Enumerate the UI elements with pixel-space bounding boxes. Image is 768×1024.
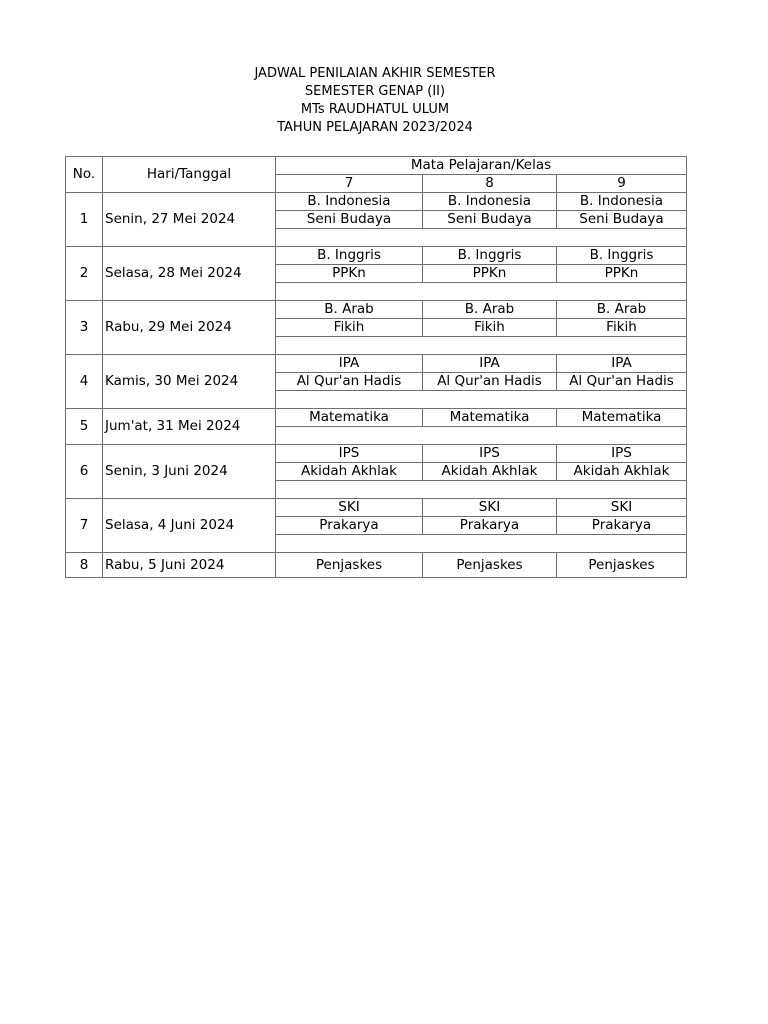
subject-cell: B. Indonesia <box>423 193 557 211</box>
empty-cell <box>276 337 687 355</box>
header-class-8: 8 <box>423 175 557 193</box>
title-line-4: TAHUN PELAJARAN 2023/2024 <box>277 120 473 135</box>
table-row <box>66 553 687 578</box>
subject-cell: Prakarya <box>423 517 557 535</box>
empty-cell <box>276 229 687 247</box>
empty-cell <box>276 481 687 499</box>
row-number: 7 <box>66 499 103 553</box>
subject-cell: B. Arab <box>276 301 423 319</box>
subject-cell: Prakarya <box>557 517 687 535</box>
subject-cell: Matematika <box>557 409 687 427</box>
subject-cell: PPKn <box>276 265 423 283</box>
table-row <box>66 445 687 463</box>
subject-cell: IPA <box>276 355 423 373</box>
subject-cell: PPKn <box>557 265 687 283</box>
subject-cell: Prakarya <box>276 517 423 535</box>
subject-cell: Matematika <box>276 409 423 427</box>
header-row <box>66 157 687 175</box>
title-line-1: JADWAL PENILAIAN AKHIR SEMESTER <box>254 66 496 81</box>
table-row <box>66 409 687 427</box>
table-row <box>66 193 687 211</box>
row-date: Jum'at, 31 Mei 2024 <box>103 409 276 445</box>
header-no: No. <box>66 157 103 193</box>
subject-cell: IPS <box>423 445 557 463</box>
header-class-9: 9 <box>557 175 687 193</box>
subject-cell: IPA <box>423 355 557 373</box>
row-date: Senin, 27 Mei 2024 <box>103 193 276 247</box>
row-date: Selasa, 4 Juni 2024 <box>103 499 276 553</box>
empty-cell <box>276 391 687 409</box>
table-row <box>66 247 687 265</box>
subject-cell: Matematika <box>423 409 557 427</box>
subject-cell: Fikih <box>423 319 557 337</box>
subject-cell: SKI <box>423 499 557 517</box>
row-number: 4 <box>66 355 103 409</box>
header-subject: Mata Pelajaran/Kelas <box>276 157 687 175</box>
subject-cell: Seni Budaya <box>276 211 423 229</box>
empty-cell <box>276 427 687 445</box>
subject-cell: Al Qur'an Hadis <box>423 373 557 391</box>
header-class-7: 7 <box>276 175 423 193</box>
subject-cell: Penjaskes <box>423 553 557 578</box>
subject-cell: Akidah Akhlak <box>557 463 687 481</box>
empty-cell <box>276 283 687 301</box>
table-row <box>66 355 687 373</box>
header-day: Hari/Tanggal <box>103 157 276 193</box>
exam-schedule-table <box>65 156 687 578</box>
subject-cell: B. Inggris <box>423 247 557 265</box>
subject-cell: IPS <box>276 445 423 463</box>
subject-cell: Fikih <box>276 319 423 337</box>
subject-cell: B. Indonesia <box>557 193 687 211</box>
row-date: Rabu, 29 Mei 2024 <box>103 301 276 355</box>
table-row <box>66 499 687 517</box>
subject-cell: Penjaskes <box>276 553 423 578</box>
subject-cell: B. Indonesia <box>276 193 423 211</box>
subject-cell: SKI <box>276 499 423 517</box>
subject-cell: Seni Budaya <box>557 211 687 229</box>
row-number: 5 <box>66 409 103 445</box>
subject-cell: Seni Budaya <box>423 211 557 229</box>
row-number: 2 <box>66 247 103 301</box>
subject-cell: PPKn <box>423 265 557 283</box>
row-number: 8 <box>66 553 103 578</box>
subject-cell: B. Arab <box>557 301 687 319</box>
table-row <box>66 301 687 319</box>
subject-cell: B. Inggris <box>557 247 687 265</box>
empty-cell <box>276 535 687 553</box>
subject-cell: Akidah Akhlak <box>423 463 557 481</box>
row-date: Rabu, 5 Juni 2024 <box>103 553 276 578</box>
row-number: 3 <box>66 301 103 355</box>
subject-cell: IPA <box>557 355 687 373</box>
title-line-3: MTs RAUDHATUL ULUM <box>300 102 450 117</box>
subject-cell: SKI <box>557 499 687 517</box>
subject-cell: Penjaskes <box>557 553 687 578</box>
subject-cell: Fikih <box>557 319 687 337</box>
subject-cell: Al Qur'an Hadis <box>557 373 687 391</box>
subject-cell: IPS <box>557 445 687 463</box>
subject-cell: B. Arab <box>423 301 557 319</box>
subject-cell: B. Inggris <box>276 247 423 265</box>
row-number: 6 <box>66 445 103 499</box>
subject-cell: Akidah Akhlak <box>276 463 423 481</box>
subject-cell: Al Qur'an Hadis <box>276 373 423 391</box>
title-line-2: SEMESTER GENAP (II) <box>304 84 446 99</box>
document-title <box>0 65 750 137</box>
row-date: Selasa, 28 Mei 2024 <box>103 247 276 301</box>
row-date: Senin, 3 Juni 2024 <box>103 445 276 499</box>
row-date: Kamis, 30 Mei 2024 <box>103 355 276 409</box>
row-number: 1 <box>66 193 103 247</box>
